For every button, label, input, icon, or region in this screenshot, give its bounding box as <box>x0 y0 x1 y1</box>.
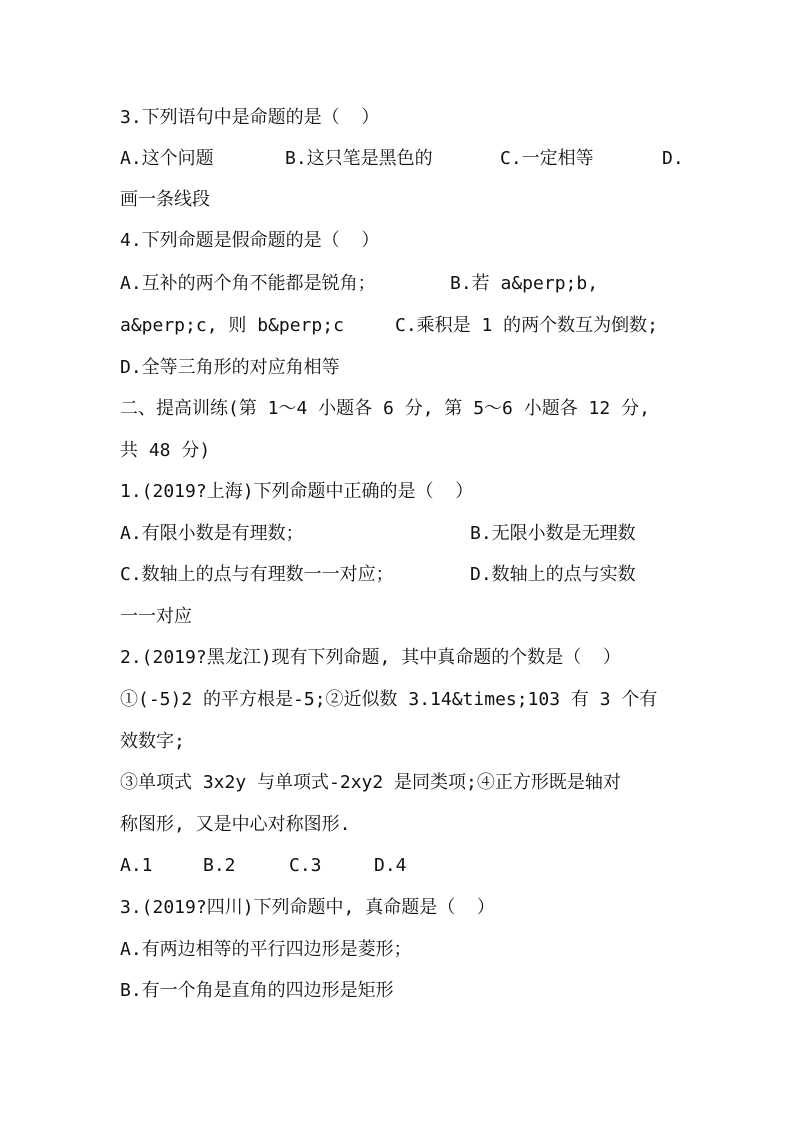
problem-1-stem: 1.(2019?上海)下列命题中正确的是（ ） <box>120 481 474 502</box>
problem-2-statement-2-cont: 效数字; <box>120 731 185 752</box>
problem-2-statement-1-2: ①(-5)2 的平方根是-5;②近似数 3.14&times;103 有 3 个有 <box>120 689 658 710</box>
problem-2-stem: 2.(2019?黑龙江)现有下列命题, 其中真命题的个数是（ ） <box>120 647 621 668</box>
question-3-option-a: A.这个问题 <box>120 148 214 169</box>
problem-3-option-b: B.有一个角是直角的四边形是矩形 <box>120 980 394 1001</box>
question-4-option-b-end: a&perp;c, 则 b&perp;c <box>120 315 344 336</box>
section-2-heading: 二、提高训练(第 1～4 小题各 6 分, 第 5～6 小题各 12 分, <box>120 398 650 419</box>
problem-1-option-c: C.数轴上的点与有理数一一对应； <box>120 564 394 585</box>
problem-2-statement-3-4: ③单项式 3x2y 与单项式-2xy2 是同类项;④正方形既是轴对 <box>120 772 621 793</box>
problem-2-option-a: A.1 <box>120 855 153 876</box>
question-4-option-a: A.互补的两个角不能都是锐角； <box>120 273 376 294</box>
question-4-option-c: C.乘积是 1 的两个数互为倒数; <box>395 315 659 336</box>
problem-2-statement-4-cont: 称图形, 又是中心对称图形. <box>120 814 351 835</box>
question-3-option-d-label: D. <box>662 148 684 169</box>
question-3-option-d-text: 画一条线段 <box>120 189 210 210</box>
problem-3-option-a: A.有两边相等的平行四边形是菱形； <box>120 939 412 960</box>
problem-1-option-b: B.无限小数是无理数 <box>470 523 636 544</box>
problem-3-stem: 3.(2019?四川)下列命题中, 真命题是（ ） <box>120 897 495 918</box>
problem-2-option-d: D.4 <box>374 855 407 876</box>
question-3-stem: 3.下列语句中是命题的是（ ） <box>120 107 380 128</box>
problem-2-option-c: C.3 <box>289 855 322 876</box>
problem-1-option-d: D.数轴上的点与实数 <box>470 564 636 585</box>
question-3-option-b: B.这只笔是黑色的 <box>285 148 433 169</box>
question-4-option-b-start: B.若 a&perp;b, <box>450 273 599 294</box>
problem-1-option-d-cont: 一一对应 <box>120 606 192 627</box>
problem-2-option-b: B.2 <box>203 855 236 876</box>
section-2-heading-cont: 共 48 分) <box>120 440 211 461</box>
problem-1-option-a: A.有限小数是有理数； <box>120 523 304 544</box>
question-4-option-d: D.全等三角形的对应角相等 <box>120 357 340 378</box>
question-3-option-c: C.一定相等 <box>500 148 594 169</box>
question-4-stem: 4.下列命题是假命题的是（ ） <box>120 230 380 251</box>
